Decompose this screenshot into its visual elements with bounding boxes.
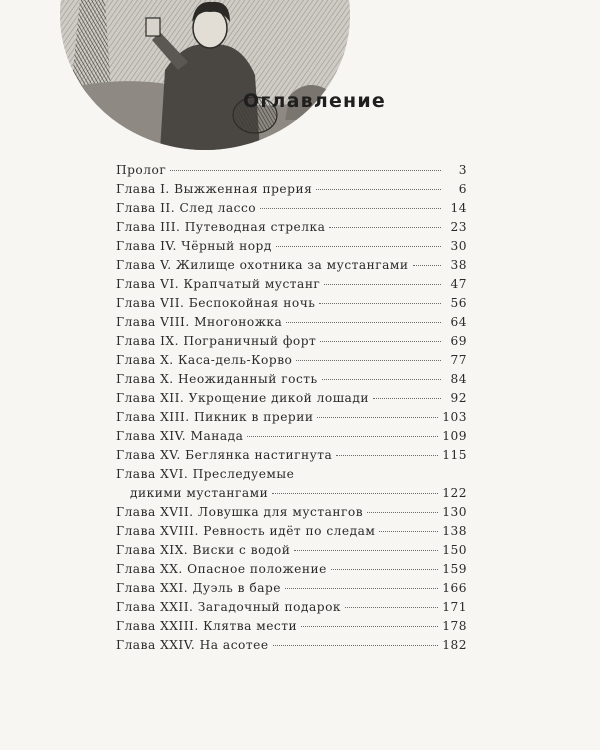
toc-page-number: 166: [442, 581, 467, 595]
toc-page-number: 92: [450, 391, 467, 405]
toc-entry-title: Глава III. Путеводная стрелка: [116, 220, 326, 234]
toc-entry-title: Глава XIII. Пикник в прерии: [116, 410, 314, 424]
toc-entry-title: Глава XXI. Дуэль в баре: [116, 581, 282, 595]
toc-entry-title: Глава XXIV. На асотее: [116, 638, 269, 652]
toc-page-number: 138: [442, 524, 467, 538]
dot-leader: [320, 341, 441, 342]
dot-leader: [413, 265, 441, 266]
toc-entry[interactable]: [116, 220, 467, 239]
toc-entry[interactable]: [116, 524, 467, 543]
dot-leader: [324, 284, 441, 285]
dot-leader: [336, 455, 438, 456]
toc-page-number: 56: [450, 296, 467, 310]
toc-entry[interactable]: [116, 163, 467, 182]
toc-entry-title: Глава XXIII. Клятва мести: [116, 619, 298, 633]
engraving-image: [60, 0, 350, 150]
dot-leader: [170, 170, 441, 171]
toc-entry[interactable]: [116, 429, 467, 448]
toc-entry[interactable]: [116, 600, 467, 619]
toc-entry-title: Пролог: [116, 163, 167, 177]
toc-entry[interactable]: [116, 505, 467, 524]
table-of-contents: [116, 163, 467, 657]
dot-leader: [247, 436, 438, 437]
toc-page-number: 77: [450, 353, 467, 367]
dot-leader: [276, 246, 441, 247]
toc-entry[interactable]: [116, 315, 467, 334]
toc-entry[interactable]: [116, 486, 467, 505]
toc-entry-title: Глава XV. Беглянка настигнута: [116, 448, 333, 462]
toc-entry[interactable]: [116, 239, 467, 258]
toc-entry-title: дикими мустангами: [130, 486, 269, 500]
dot-leader: [260, 208, 441, 209]
toc-entry[interactable]: [116, 581, 467, 600]
toc-page-number: 3: [458, 163, 467, 177]
dot-leader: [367, 512, 438, 513]
toc-page-number: 23: [450, 220, 467, 234]
toc-page-number: 14: [450, 201, 467, 215]
dot-leader: [322, 379, 441, 380]
dot-leader: [379, 531, 438, 532]
toc-page-number: 84: [450, 372, 467, 386]
dot-leader: [294, 550, 438, 551]
toc-page-number: 30: [450, 239, 467, 253]
toc-page-number: 64: [450, 315, 467, 329]
toc-page-number: 69: [450, 334, 467, 348]
dot-leader: [331, 569, 438, 570]
toc-entry[interactable]: [116, 182, 467, 201]
toc-entry-title: Глава V. Жилище охотника за мустангами: [116, 258, 409, 272]
dot-leader: [317, 417, 438, 418]
toc-page-number: 182: [442, 638, 467, 652]
toc-entry[interactable]: [116, 543, 467, 562]
toc-entry-title: Глава XVI. Преследуемые: [116, 467, 295, 481]
toc-page-number: 109: [442, 429, 467, 443]
toc-entry-title: Глава XIX. Виски с водой: [116, 543, 291, 557]
toc-entry[interactable]: [116, 277, 467, 296]
toc-entry-title: Глава IX. Пограничный форт: [116, 334, 317, 348]
dot-leader: [301, 626, 438, 627]
toc-entry[interactable]: [116, 353, 467, 372]
toc-entry[interactable]: [116, 258, 467, 277]
toc-entry[interactable]: [116, 638, 467, 657]
toc-entry[interactable]: [116, 619, 467, 638]
toc-page-number: 171: [442, 600, 467, 614]
toc-page-number: 150: [442, 543, 467, 557]
dot-leader: [329, 227, 441, 228]
toc-entry-title: Глава VIII. Многоножка: [116, 315, 283, 329]
dot-leader: [296, 360, 441, 361]
dot-leader: [345, 607, 438, 608]
toc-page-number: 178: [442, 619, 467, 633]
toc-entry[interactable]: [116, 372, 467, 391]
dot-leader: [316, 189, 441, 190]
toc-entry-title: Глава XXII. Загадочный подарок: [116, 600, 342, 614]
toc-entry-title: Глава XX. Опасное положение: [116, 562, 327, 576]
toc-entry[interactable]: [116, 448, 467, 467]
toc-page-number: 122: [442, 486, 467, 500]
toc-entry-title: Глава IV. Чёрный норд: [116, 239, 272, 253]
dot-leader: [273, 645, 439, 646]
chapter-illustration: [60, 0, 350, 150]
toc-entry[interactable]: [116, 296, 467, 315]
toc-entry[interactable]: [116, 201, 467, 220]
page-title: Оглавление: [243, 90, 386, 112]
toc-entry-title: Глава VI. Крапчатый мустанг: [116, 277, 321, 291]
toc-entry-title: Глава XIV. Манада: [116, 429, 244, 443]
dot-leader: [319, 303, 441, 304]
dot-leader: [373, 398, 441, 399]
dot-leader: [272, 493, 438, 494]
toc-page-number: 130: [442, 505, 467, 519]
dot-leader: [286, 322, 441, 323]
toc-entry-title: Глава X. Неожиданный гость: [116, 372, 318, 386]
toc-page-number: 38: [450, 258, 467, 272]
toc-entry-title: Глава XVII. Ловушка для мустангов: [116, 505, 364, 519]
toc-page-number: 115: [442, 448, 467, 462]
toc-entry-title: Глава I. Выжженная прерия: [116, 182, 313, 196]
toc-entry-title: Глава XII. Укрощение дикой лошади: [116, 391, 369, 405]
toc-entry[interactable]: [116, 391, 467, 410]
toc-entry-title: Глава VII. Беспокойная ночь: [116, 296, 316, 310]
toc-entry-title: Глава X. Каса-дель-Корво: [116, 353, 293, 367]
toc-entry[interactable]: [116, 334, 467, 353]
toc-entry[interactable]: [116, 562, 467, 581]
toc-entry-title: Глава XVIII. Ревность идёт по следам: [116, 524, 376, 538]
dot-leader: [285, 588, 438, 589]
toc-entry[interactable]: [116, 410, 467, 429]
toc-page-number: 103: [442, 410, 467, 424]
toc-entry-title: Глава II. След лассо: [116, 201, 257, 215]
toc-page-number: 47: [450, 277, 467, 291]
toc-entry[interactable]: [116, 467, 467, 486]
toc-page-number: 159: [442, 562, 467, 576]
toc-page-number: 6: [458, 182, 467, 196]
